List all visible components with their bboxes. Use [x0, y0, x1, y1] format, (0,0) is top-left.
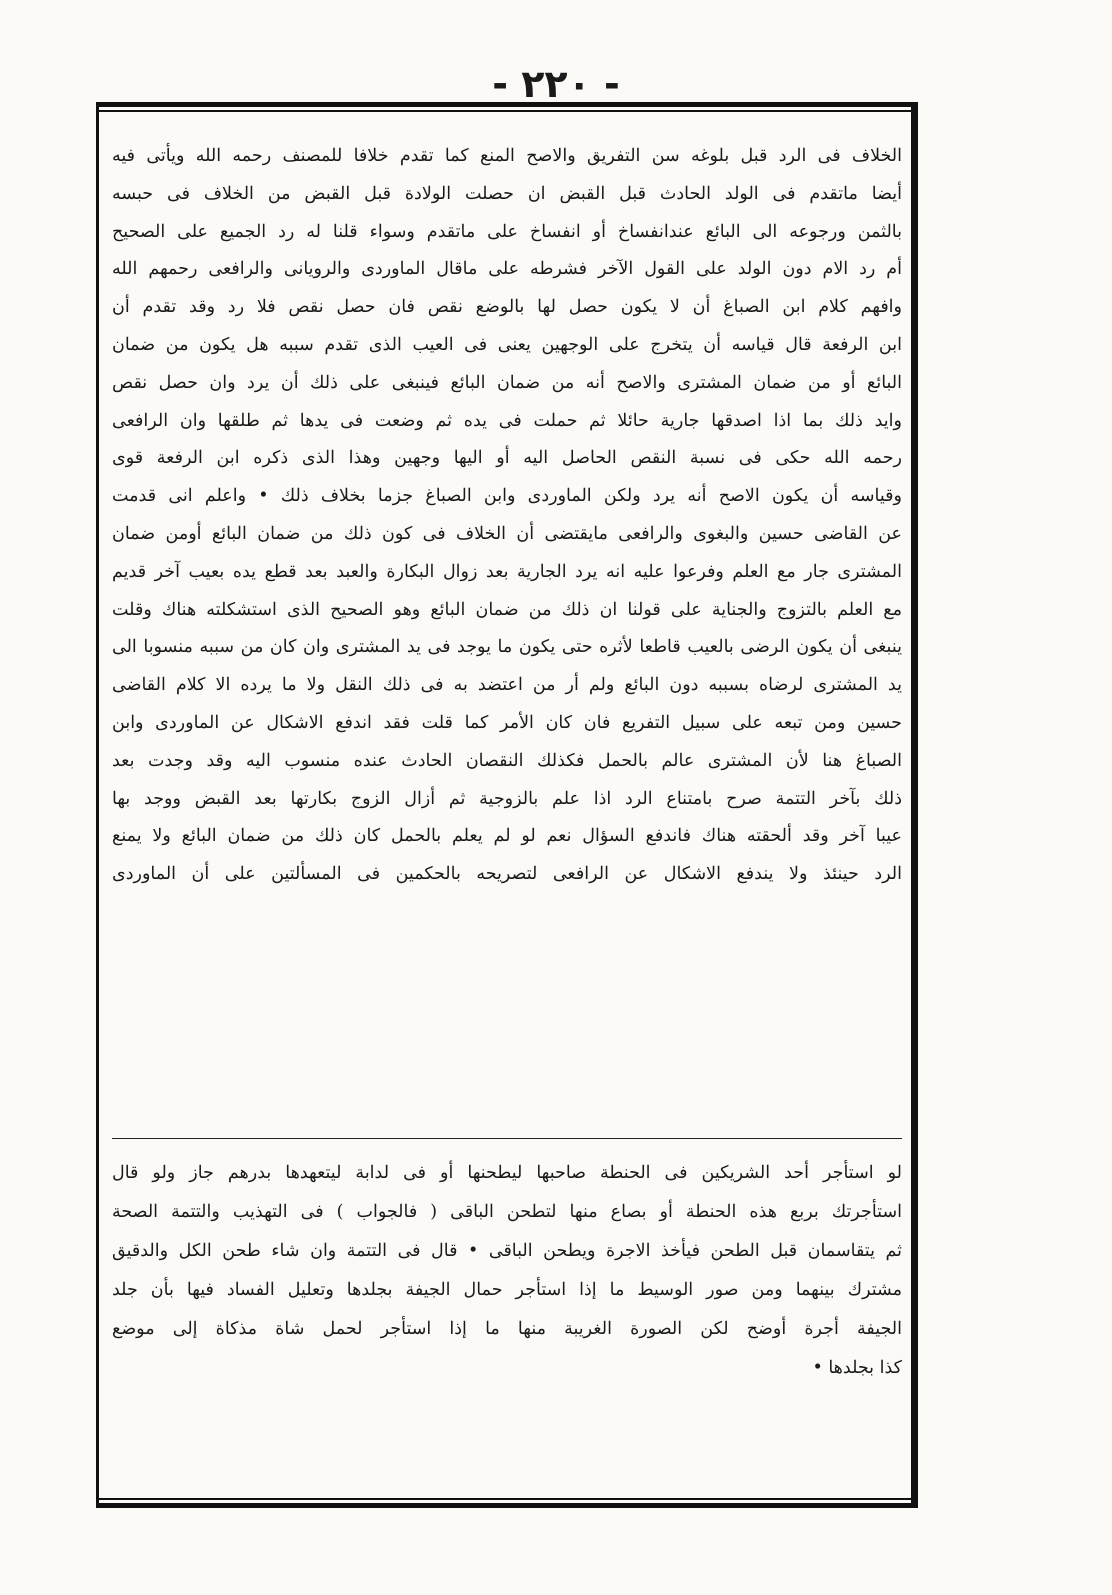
main-line: مع العلم بالتزوج والجناية على قولنا ان ذلك من ضمان البائع وهو الصحيح الذى استشكلته هناك وقلت — [112, 599, 902, 620]
page-number: - ٢٢٠ - — [492, 62, 620, 106]
main-line: وافهم كلام ابن الصباغ أن لا يكون حصل لها بالوضع نقص فان حصل نقص فلا رد وقد تقدم أن — [112, 297, 902, 318]
main-line: أيضا ماتقدم فى الولد الحادث قبل القبض ان حصلت الولادة قبل القبض من الخلاف فى حبسه — [112, 183, 902, 204]
main-line: عن القاضى حسين والبغوى والرافعى مايقتضى أن الخلاف فى كون ذلك من ضمان البائع أومن ضمان — [112, 523, 902, 544]
main-line: رحمه الله حكى فى نسبة النقص الحاصل اليه أو اليها وجهين وهذا الذى ذكره ابن الرفعة قوى — [112, 448, 902, 469]
main-line: أم رد الام دون الولد على القول الآخر فشرطه على ماقال الماوردى والرويانى والرافعى رحمهم الله — [112, 259, 902, 280]
main-line: وايد ذلك بما اذا اصدقها جارية حائلا ثم حملت فى يده ثم وضعت فى يدها ثم طلقها وان الرافعى — [112, 410, 902, 431]
main-line: الخلاف فى الرد قبل بلوغه سن التفريق والاصح المنع كما تقدم خلافا للمصنف رحمه الله ويأتى فيه — [112, 146, 902, 166]
main-line: ينبغى أن يكون الرضى بالعيب قاطعا لأثره حتى يكون ما يوجد فى يد المشترى وان كان من سببه منسوبا الى — [112, 637, 902, 658]
footnote-line: الجيفة أجرة أوضح لكن الصورة الغريبة منها ما إذا استأجر لحمل شاة مذكاة إلى موضع — [112, 1319, 902, 1339]
page-frame — [96, 102, 918, 1508]
footnote-line: كذا بجلدها • — [812, 1358, 902, 1378]
footnote-block — [112, 1154, 902, 1388]
bottom-double-rule — [96, 1498, 918, 1508]
footnote-line: ثم يتقاسمان قبل الطحن فيأخذ الاجرة ويطحن الباقى • قال فى التتمة وان شاء طحن الكل والدقيق — [112, 1241, 902, 1261]
left-border — [96, 102, 99, 1508]
footnote-line: استأجرتك بربع هذه الحنطة أو بصاع منها لتطحن الباقى ( فالجواب ) فى التهذيب والتتمة الصحة — [112, 1202, 902, 1222]
top-double-rule — [96, 102, 918, 112]
main-line: الصباغ هنا لأن المشترى عالم بالحمل فكذلك النقصان الحادث عنده منسوب اليه وقد وجدت بعد — [112, 750, 902, 771]
main-line: ذلك بآخر التتمة صرح بامتناع الرد اذا علم بالزوجية ثم أزال الزوج بكارتها بعد القبض ووجد بها — [112, 788, 902, 809]
main-line: المشترى جار مع العلم وفرعوا عليه انه يرد الجارية بعد زوال البكارة والعبد بعد قطع يده بعيب آخر قديم — [112, 561, 902, 582]
right-border — [911, 102, 918, 1508]
main-line: عيبا آخر وقد ألحقته هناك فاندفع السؤال نعم لو لم يعلم بالحمل كان ذلك من ضمان البائع ولا يمنع — [112, 826, 902, 847]
main-line: ابن الرفعة قال قياسه أن يتخرج على الوجهين يعنى فى العيب الذى تقدم سببه هل يكون من ضمان — [112, 334, 902, 355]
footnote-line: لو استأجر أحد الشريكين فى الحنطة صاحبها ليطحنها أو فى لدابة ليتعهدها بدرهم جاز ولو قال — [112, 1163, 902, 1183]
footnote-separator — [112, 1138, 902, 1139]
main-line: البائع أو من ضمان المشترى والاصح أنه من ضمان البائع فينبغى على ذلك أن يرد وان حصل نقص — [112, 372, 902, 393]
main-line: بالثمن ورجوعه الى البائع عندانفساخ أو انفساخ على ماتقدم وسواء قلنا له رد الجميع على الصحيح — [112, 221, 902, 242]
main-line: حسين ومن تبعه على سبيل التفريع فان كان الأمر كما قلت فقد اندفع الاشكال عن الماوردى وابن — [112, 712, 902, 733]
main-line: الرد حينئذ ولا يندفع الاشكال عن الرافعى لتصريحه بالحكمين فى المسألتين على أن الماوردى — [112, 864, 902, 885]
main-line: وقياسه أن يكون الاصح أنه يرد ولكن الماوردى وابن الصباغ جزما بخلاف ذلك • واعلم انى قدمت — [112, 486, 902, 507]
main-text-block — [112, 138, 902, 894]
main-line: يد المشترى لرضاه بسببه دون البائع ولم أر من اعتضد به فى ذلك النقل ولا ما يرده الا كلام القاضى — [112, 675, 902, 696]
footnote-line: مشترك بينهما ومن صور الوسيط ما إذا استأجر حمال الجيفة بجلدها وتعليل الفساد فيها بأن جلد — [112, 1280, 902, 1300]
